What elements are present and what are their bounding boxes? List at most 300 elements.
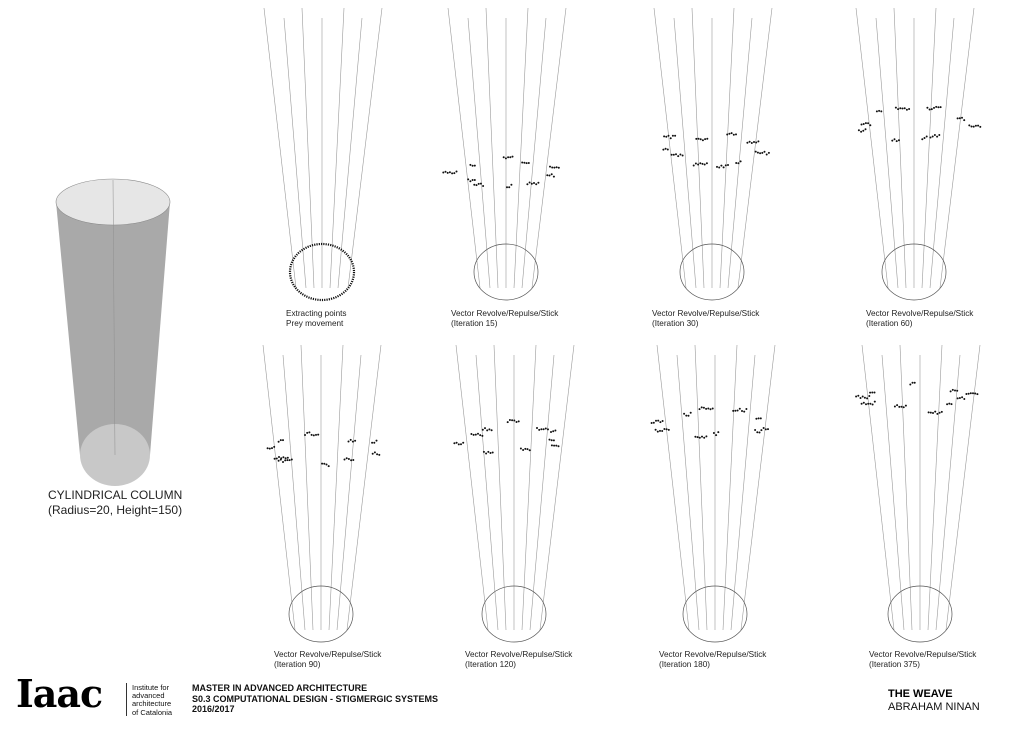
agent-point [940, 106, 942, 108]
guide-line [456, 345, 488, 630]
agent-point [546, 174, 548, 176]
agent-point [743, 411, 745, 413]
agent-point [869, 124, 871, 126]
agent-point [473, 184, 475, 186]
agent-point [354, 440, 356, 442]
agent-point [713, 432, 715, 434]
guide-line [284, 18, 306, 288]
caption-line: Extracting points [286, 309, 347, 318]
agent-point [865, 403, 867, 405]
agent-point [478, 183, 480, 185]
agent-point [968, 124, 970, 126]
agent-point [285, 457, 287, 459]
guide-line [486, 8, 498, 288]
agent-point [326, 464, 328, 466]
agent-point [898, 139, 900, 141]
agent-point [513, 420, 515, 422]
guide-line [876, 18, 898, 288]
guide-line [448, 8, 480, 288]
column-params: (Radius=20, Height=150) [48, 503, 183, 517]
agent-point [961, 396, 963, 398]
agent-point [961, 117, 963, 119]
agent-point [954, 390, 956, 392]
agent-point [946, 403, 948, 405]
agent-point [755, 151, 757, 153]
agent-point [897, 108, 899, 110]
agent-point [682, 155, 684, 157]
caption-line: Vector Revolve/Repulse/Stick [451, 309, 559, 318]
agent-point [937, 106, 939, 108]
agent-point [462, 442, 464, 444]
institute-line: Institute for [132, 683, 170, 692]
agent-point [677, 155, 679, 157]
agent-point [271, 447, 273, 449]
simulation-panel [263, 345, 381, 642]
agent-point [453, 172, 455, 174]
agent-point [553, 445, 555, 447]
agent-point [976, 393, 978, 395]
agent-point [659, 430, 661, 432]
agent-point [477, 433, 479, 435]
agent-point [941, 411, 943, 413]
agent-point [553, 176, 555, 178]
agent-point [662, 420, 664, 422]
simulation-panel [442, 8, 566, 300]
caption-panel-4 [866, 309, 973, 329]
caption-line: (Iteration 60) [866, 319, 913, 328]
agent-point [697, 164, 699, 166]
guide-line [674, 18, 696, 288]
agent-point [695, 163, 697, 165]
caption-line: Vector Revolve/Repulse/Stick [659, 650, 767, 659]
agent-point [938, 134, 940, 136]
agent-point [672, 135, 674, 137]
agent-point [374, 451, 376, 453]
agent-point [508, 186, 510, 188]
guide-line [692, 8, 704, 288]
agent-point [977, 125, 979, 127]
agent-point [906, 109, 908, 111]
guide-line [540, 345, 574, 630]
agent-point [972, 392, 974, 394]
agent-point [688, 415, 690, 417]
agent-point [754, 429, 756, 431]
agent-point [456, 442, 458, 444]
agent-point [715, 434, 717, 436]
agent-point [484, 427, 486, 429]
agent-point [663, 428, 665, 430]
column-side [56, 202, 170, 455]
agent-point [486, 429, 488, 431]
agent-point [970, 392, 972, 394]
agent-point [509, 419, 511, 421]
agent-point [926, 107, 928, 109]
agent-point [717, 431, 719, 433]
caption-line: (Iteration 15) [451, 319, 498, 328]
agent-point [655, 429, 657, 431]
agent-point [695, 138, 697, 140]
agent-point [753, 141, 755, 143]
agent-point [487, 451, 489, 453]
agent-point [704, 164, 706, 166]
project-title: THE WEAVE [888, 688, 953, 700]
agent-point [894, 406, 896, 408]
agent-point [518, 420, 520, 422]
agent-point [690, 412, 692, 414]
agent-point [287, 457, 289, 459]
caption-panel-6 [465, 650, 572, 670]
agent-point [934, 411, 936, 413]
guide-line [882, 355, 904, 630]
institute-line: architecture [132, 699, 172, 709]
agent-point [728, 133, 730, 135]
agent-point [760, 429, 762, 431]
agent-point [874, 392, 876, 394]
agent-point [442, 172, 444, 174]
agent-point [661, 430, 663, 432]
agent-point [447, 172, 449, 174]
agent-point [865, 122, 867, 124]
agent-point [483, 451, 485, 453]
agent-point [551, 167, 553, 169]
agent-point [693, 165, 695, 167]
agent-point [707, 408, 709, 410]
guide-line [348, 8, 382, 288]
agent-point [926, 136, 928, 138]
guide-line [677, 355, 699, 630]
agent-point [474, 165, 476, 167]
guide-line [264, 8, 296, 288]
agent-point [551, 439, 553, 441]
caption-line: Vector Revolve/Repulse/Stick [652, 309, 760, 318]
agent-point [759, 432, 761, 434]
guide-line [468, 18, 490, 288]
agent-point [758, 417, 760, 419]
agent-point [657, 431, 659, 433]
guide-line [263, 345, 295, 630]
agent-point [474, 179, 476, 181]
agent-point [933, 107, 935, 109]
caption-panel-5 [274, 650, 381, 670]
agent-point [663, 135, 665, 137]
agent-point [538, 429, 540, 431]
agent-point [371, 442, 373, 444]
agent-point [935, 106, 937, 108]
agent-point [959, 117, 961, 119]
agent-point [701, 436, 703, 438]
agent-point [469, 180, 471, 182]
agent-point [509, 156, 511, 158]
agent-point [860, 397, 862, 399]
agent-point [472, 179, 474, 181]
agent-point [737, 410, 739, 412]
agent-point [671, 154, 673, 156]
agent-point [550, 431, 552, 433]
agent-point [912, 382, 914, 384]
agent-point [971, 126, 973, 128]
agent-point [952, 389, 954, 391]
column-label [48, 488, 182, 518]
agent-point [511, 419, 513, 421]
agent-point [932, 136, 934, 138]
agent-point [731, 132, 733, 134]
agent-point [476, 184, 478, 186]
agent-point [492, 452, 494, 454]
agent-point [526, 183, 528, 185]
agent-point [554, 430, 556, 432]
agent-point [957, 117, 959, 119]
agent-point [702, 163, 704, 165]
agent-point [558, 445, 560, 447]
agent-point [540, 428, 542, 430]
agent-point [710, 408, 712, 410]
agent-point [352, 441, 354, 443]
agent-point [898, 406, 900, 408]
agent-point [899, 107, 901, 109]
agent-point [529, 182, 531, 184]
agent-point [866, 397, 868, 399]
agent-point [549, 439, 551, 441]
agent-point [704, 138, 706, 140]
agent-point [505, 157, 507, 159]
agent-point [757, 140, 759, 142]
agent-point [535, 183, 537, 185]
agent-point [975, 125, 977, 127]
caption-line: (Iteration 375) [869, 660, 920, 669]
caption-line: (Iteration 90) [274, 660, 321, 669]
agent-point [705, 408, 707, 410]
agent-point [304, 434, 306, 436]
guide-line [657, 345, 689, 630]
agent-point [767, 428, 769, 430]
agent-point [761, 152, 763, 154]
agent-point [311, 434, 313, 436]
guide-line [856, 8, 888, 288]
agent-point [323, 463, 325, 465]
guide-line [654, 8, 686, 288]
agent-point [874, 401, 876, 403]
project-author: ABRAHAM NINAN [888, 701, 980, 713]
agent-point [698, 138, 700, 140]
institute-name [132, 684, 172, 717]
agent-point [930, 137, 932, 139]
agent-point [904, 107, 906, 109]
agent-point [267, 447, 269, 449]
agent-point [764, 151, 766, 153]
agent-point [957, 397, 959, 399]
guide-line [862, 345, 894, 630]
guide-line [741, 345, 775, 630]
agent-point [679, 154, 681, 156]
agent-point [453, 442, 455, 444]
agent-point [901, 406, 903, 408]
agent-point [507, 421, 509, 423]
caption-line: Prey movement [286, 319, 344, 328]
agent-point [706, 138, 708, 140]
agent-point [503, 156, 505, 158]
agent-point [858, 129, 860, 131]
agent-point [321, 463, 323, 465]
agent-point [921, 138, 923, 140]
agent-point [346, 457, 348, 459]
agent-point [667, 149, 669, 151]
agent-point [914, 382, 916, 384]
agent-point [467, 178, 469, 180]
agent-point [556, 166, 558, 168]
agent-point [308, 431, 310, 433]
agent-point [694, 436, 696, 438]
agent-point [469, 164, 471, 166]
guide-line [532, 8, 566, 288]
agent-point [930, 412, 932, 414]
caption-panel-7 [659, 650, 766, 670]
agent-point [757, 152, 759, 154]
agent-point [974, 393, 976, 395]
agent-point [555, 445, 557, 447]
agent-point [274, 458, 276, 460]
agent-point [662, 149, 664, 151]
agent-point [726, 134, 728, 136]
agent-point [668, 135, 670, 137]
agent-point [553, 439, 555, 441]
agent-point [670, 137, 672, 139]
caption-panel-8 [869, 650, 976, 670]
agent-point [932, 412, 934, 414]
agent-point [855, 396, 857, 398]
agent-point [760, 417, 762, 419]
agent-point [458, 443, 460, 445]
agent-point [445, 171, 447, 173]
agent-point [547, 428, 549, 430]
agent-point [700, 138, 702, 140]
agent-point [529, 449, 531, 451]
agent-point [697, 436, 699, 438]
agent-point [862, 396, 864, 398]
agent-point [282, 456, 284, 458]
agent-point [666, 428, 668, 430]
agent-point [657, 420, 659, 422]
academic-year: 2016/2017 [192, 704, 235, 714]
agent-point [315, 434, 317, 436]
agent-point [706, 162, 708, 164]
agent-point [480, 183, 482, 185]
agent-point [737, 162, 739, 164]
agent-point [746, 142, 748, 144]
agent-point [526, 162, 528, 164]
agent-point [924, 137, 926, 139]
agent-point [531, 183, 533, 185]
agent-point [878, 110, 880, 112]
agent-point [675, 153, 677, 155]
caption-panel-1 [286, 309, 347, 329]
agent-point [751, 142, 753, 144]
caption-line: (Iteration 30) [652, 319, 699, 328]
agent-point [543, 428, 545, 430]
agent-point [280, 439, 282, 441]
agent-point [939, 412, 941, 414]
agent-point [291, 459, 293, 461]
agent-point [755, 142, 757, 144]
agent-point [551, 173, 553, 175]
agent-point [965, 393, 967, 395]
agent-point [759, 152, 761, 154]
agent-point [278, 441, 280, 443]
agent-point [867, 403, 869, 405]
simulation-panel [264, 8, 382, 300]
agent-point [720, 165, 722, 167]
agent-point [651, 422, 653, 424]
caption-panel-2 [451, 309, 558, 329]
agent-point [891, 140, 893, 142]
agent-point [507, 156, 509, 158]
agent-point [289, 459, 291, 461]
agent-point [756, 431, 758, 433]
agent-point [545, 428, 547, 430]
agent-point [306, 432, 308, 434]
agent-point [968, 393, 970, 395]
agent-point [973, 126, 975, 128]
agent-point [861, 124, 863, 126]
agent-point [869, 392, 871, 394]
agent-point [655, 420, 657, 422]
guide-line [940, 8, 974, 288]
agent-point [282, 461, 284, 463]
agent-point [872, 404, 874, 406]
agent-point [668, 429, 670, 431]
agent-point [740, 160, 742, 162]
agent-point [536, 427, 538, 429]
agent-point [317, 434, 319, 436]
agent-point [963, 398, 965, 400]
agent-point [378, 454, 380, 456]
agent-point [350, 439, 352, 441]
guide-line [476, 355, 498, 630]
agent-point [755, 418, 757, 420]
agent-point [521, 162, 523, 164]
agent-point [506, 186, 508, 188]
agent-point [745, 408, 747, 410]
agent-point [712, 408, 714, 410]
agent-point [735, 133, 737, 135]
agent-point [528, 162, 530, 164]
agent-point [863, 123, 865, 125]
agent-point [372, 453, 374, 455]
agent-point [348, 441, 350, 443]
caption-line: Vector Revolve/Repulse/Stick [274, 650, 382, 659]
agent-point [951, 403, 953, 405]
agent-point [734, 410, 736, 412]
agent-point [456, 171, 458, 173]
agent-point [473, 434, 475, 436]
agent-point [894, 138, 896, 140]
agent-point [739, 408, 741, 410]
agent-point [549, 175, 551, 177]
agent-point [520, 448, 522, 450]
caption-line: (Iteration 180) [659, 660, 710, 669]
agent-point [344, 459, 346, 461]
agent-point [683, 413, 685, 415]
agent-point [871, 392, 873, 394]
agent-point [702, 139, 704, 141]
iaac-logo: Iaac [16, 671, 103, 716]
agent-point [934, 134, 936, 136]
agent-point [348, 458, 350, 460]
agent-point [551, 444, 553, 446]
agent-point [512, 156, 514, 158]
caption-line: Vector Revolve/Repulse/Stick [866, 309, 974, 318]
agent-point [553, 167, 555, 169]
agent-point [685, 415, 687, 417]
